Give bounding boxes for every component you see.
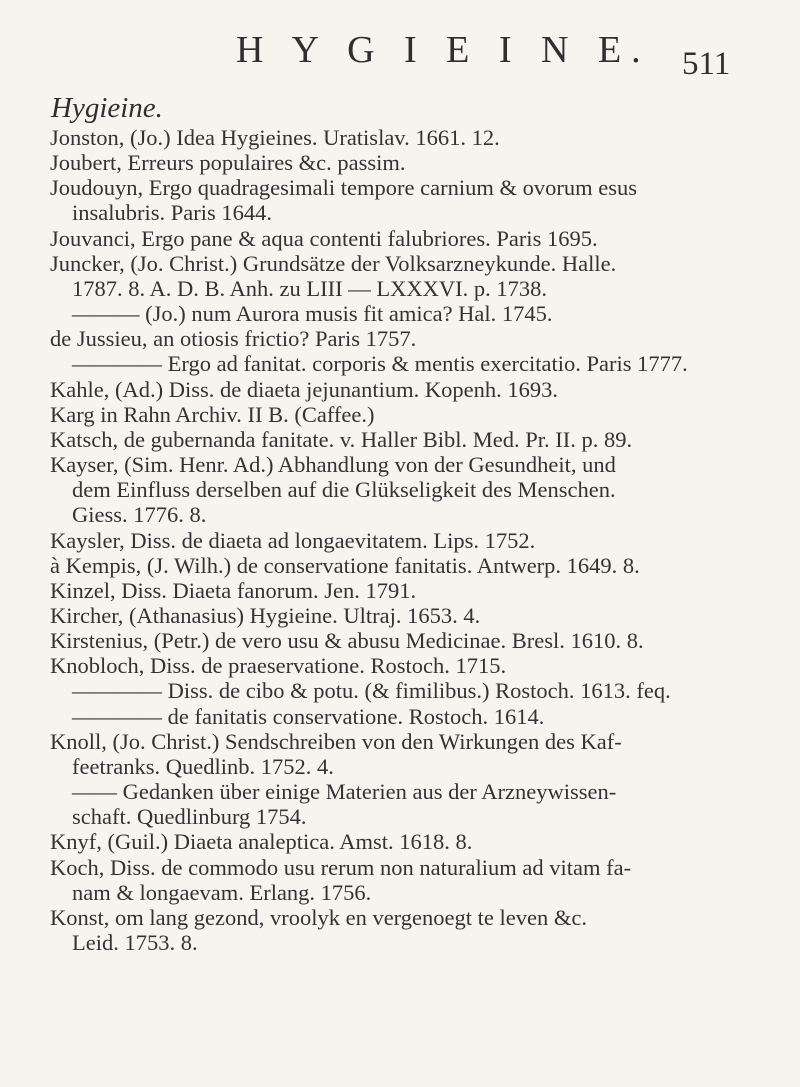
bibliography-line: ———— Ergo ad fanitat. corporis & mentis exercitatio. Paris 1777. [72,351,688,377]
bibliography-line-continuation: feetranks. Quedlinb. 1752. 4. [72,753,334,779]
bibliography-line: Knobloch, Diss. de praeservatione. Rostoch. 1715. [50,653,507,679]
bibliography-line: ———— de fanitatis conservatione. Rostoch. 1614. [72,703,545,729]
bibliography-line: Kahle, (Ad.) Diss. de diaeta jejunantium. Kopenh. 1693. [50,376,559,402]
bibliography-line: Kayser, (Sim. Henr. Ad.) Abhandlung von der Gesundheit, und [50,452,616,478]
bibliography-line-continuation: 1787. 8. A. D. B. Anh. zu LIII — LXXXVI. p. 1738. [72,275,547,301]
bibliography-line: —— Gedanken über einige Materien aus der Arzneywissen- [72,779,617,805]
bibliography-line: Konst, om lang gezond, vroolyk en vergenoegt te leven &c. [50,904,587,930]
bibliography-line: ——— (Jo.) num Aurora musis fit amica? Hal. 1745. [72,301,553,327]
bibliography-line: ———— Diss. de cibo & potu. (& fimilibus.) Rostoch. 1613. feq. [72,678,671,704]
bibliography-line: Juncker, (Jo. Christ.) Grundsätze der Volksarzneykunde. Halle. [50,250,617,276]
bibliography-line-continuation: nam & longaevam. Erlang. 1756. [72,879,372,905]
bibliography-line: Joubert, Erreurs populaires &c. passim. [50,150,406,176]
bibliography-list [50,125,770,955]
bibliography-line-continuation: insalubris. Paris 1644. [72,200,272,226]
bibliography-line: Koch, Diss. de commodo usu rerum non naturalium ad vitam fa- [50,854,632,880]
bibliography-line: Kircher, (Athanasius) Hygieine. Ultraj. 1653. 4. [50,602,481,628]
bibliography-line-continuation: schaft. Quedlinburg 1754. [72,804,307,830]
bibliography-line: Knoll, (Jo. Christ.) Sendschreiben von den Wirkungen des Kaf- [50,728,622,754]
bibliography-line: Kaysler, Diss. de diaeta ad longaevitatem. Lips. 1752. [50,527,536,553]
bibliography-line: Jonston, (Jo.) Idea Hygieines. Uratislav. 1661. 12. [50,125,500,150]
bibliography-line: Knyf, (Guil.) Diaeta analeptica. Amst. 1618. 8. [50,829,473,855]
bibliography-line-continuation: dem Einfluss derselben auf die Glükseligkeit des Menschen. [72,477,616,503]
bibliography-line: Kinzel, Diss. Diaeta fanorum. Jen. 1791. [50,577,417,603]
bibliography-line: Jouvanci, Ergo pane & aqua contenti falubriores. Paris 1695. [50,225,598,251]
section-heading: Hygieine. [51,92,163,124]
page-number: 511 [682,46,731,82]
bibliography-line-continuation: Leid. 1753. 8. [72,930,198,955]
bibliography-line: Katsch, de gubernanda fanitate. v. Haller Bibl. Med. Pr. II. p. 89. [50,426,633,452]
bibliography-line: Joudouyn, Ergo quadragesimali tempore carnium & ovorum esus [50,175,637,201]
running-head [0,28,800,82]
running-title: H Y G I E I N E. [236,29,651,71]
bibliography-line: à Kempis, (J. Wilh.) de conservatione fanitatis. Antwerp. 1649. 8. [50,552,640,578]
bibliography-line: de Jussieu, an otiosis frictio? Paris 1757. [50,326,417,352]
bibliography-line: Karg in Rahn Archiv. II B. (Caffee.) [50,401,375,427]
bibliography-line: Kirstenius, (Petr.) de vero usu & abusu Medicinae. Bresl. 1610. 8. [50,628,644,654]
bibliography-line-continuation: Giess. 1776. 8. [72,502,207,528]
